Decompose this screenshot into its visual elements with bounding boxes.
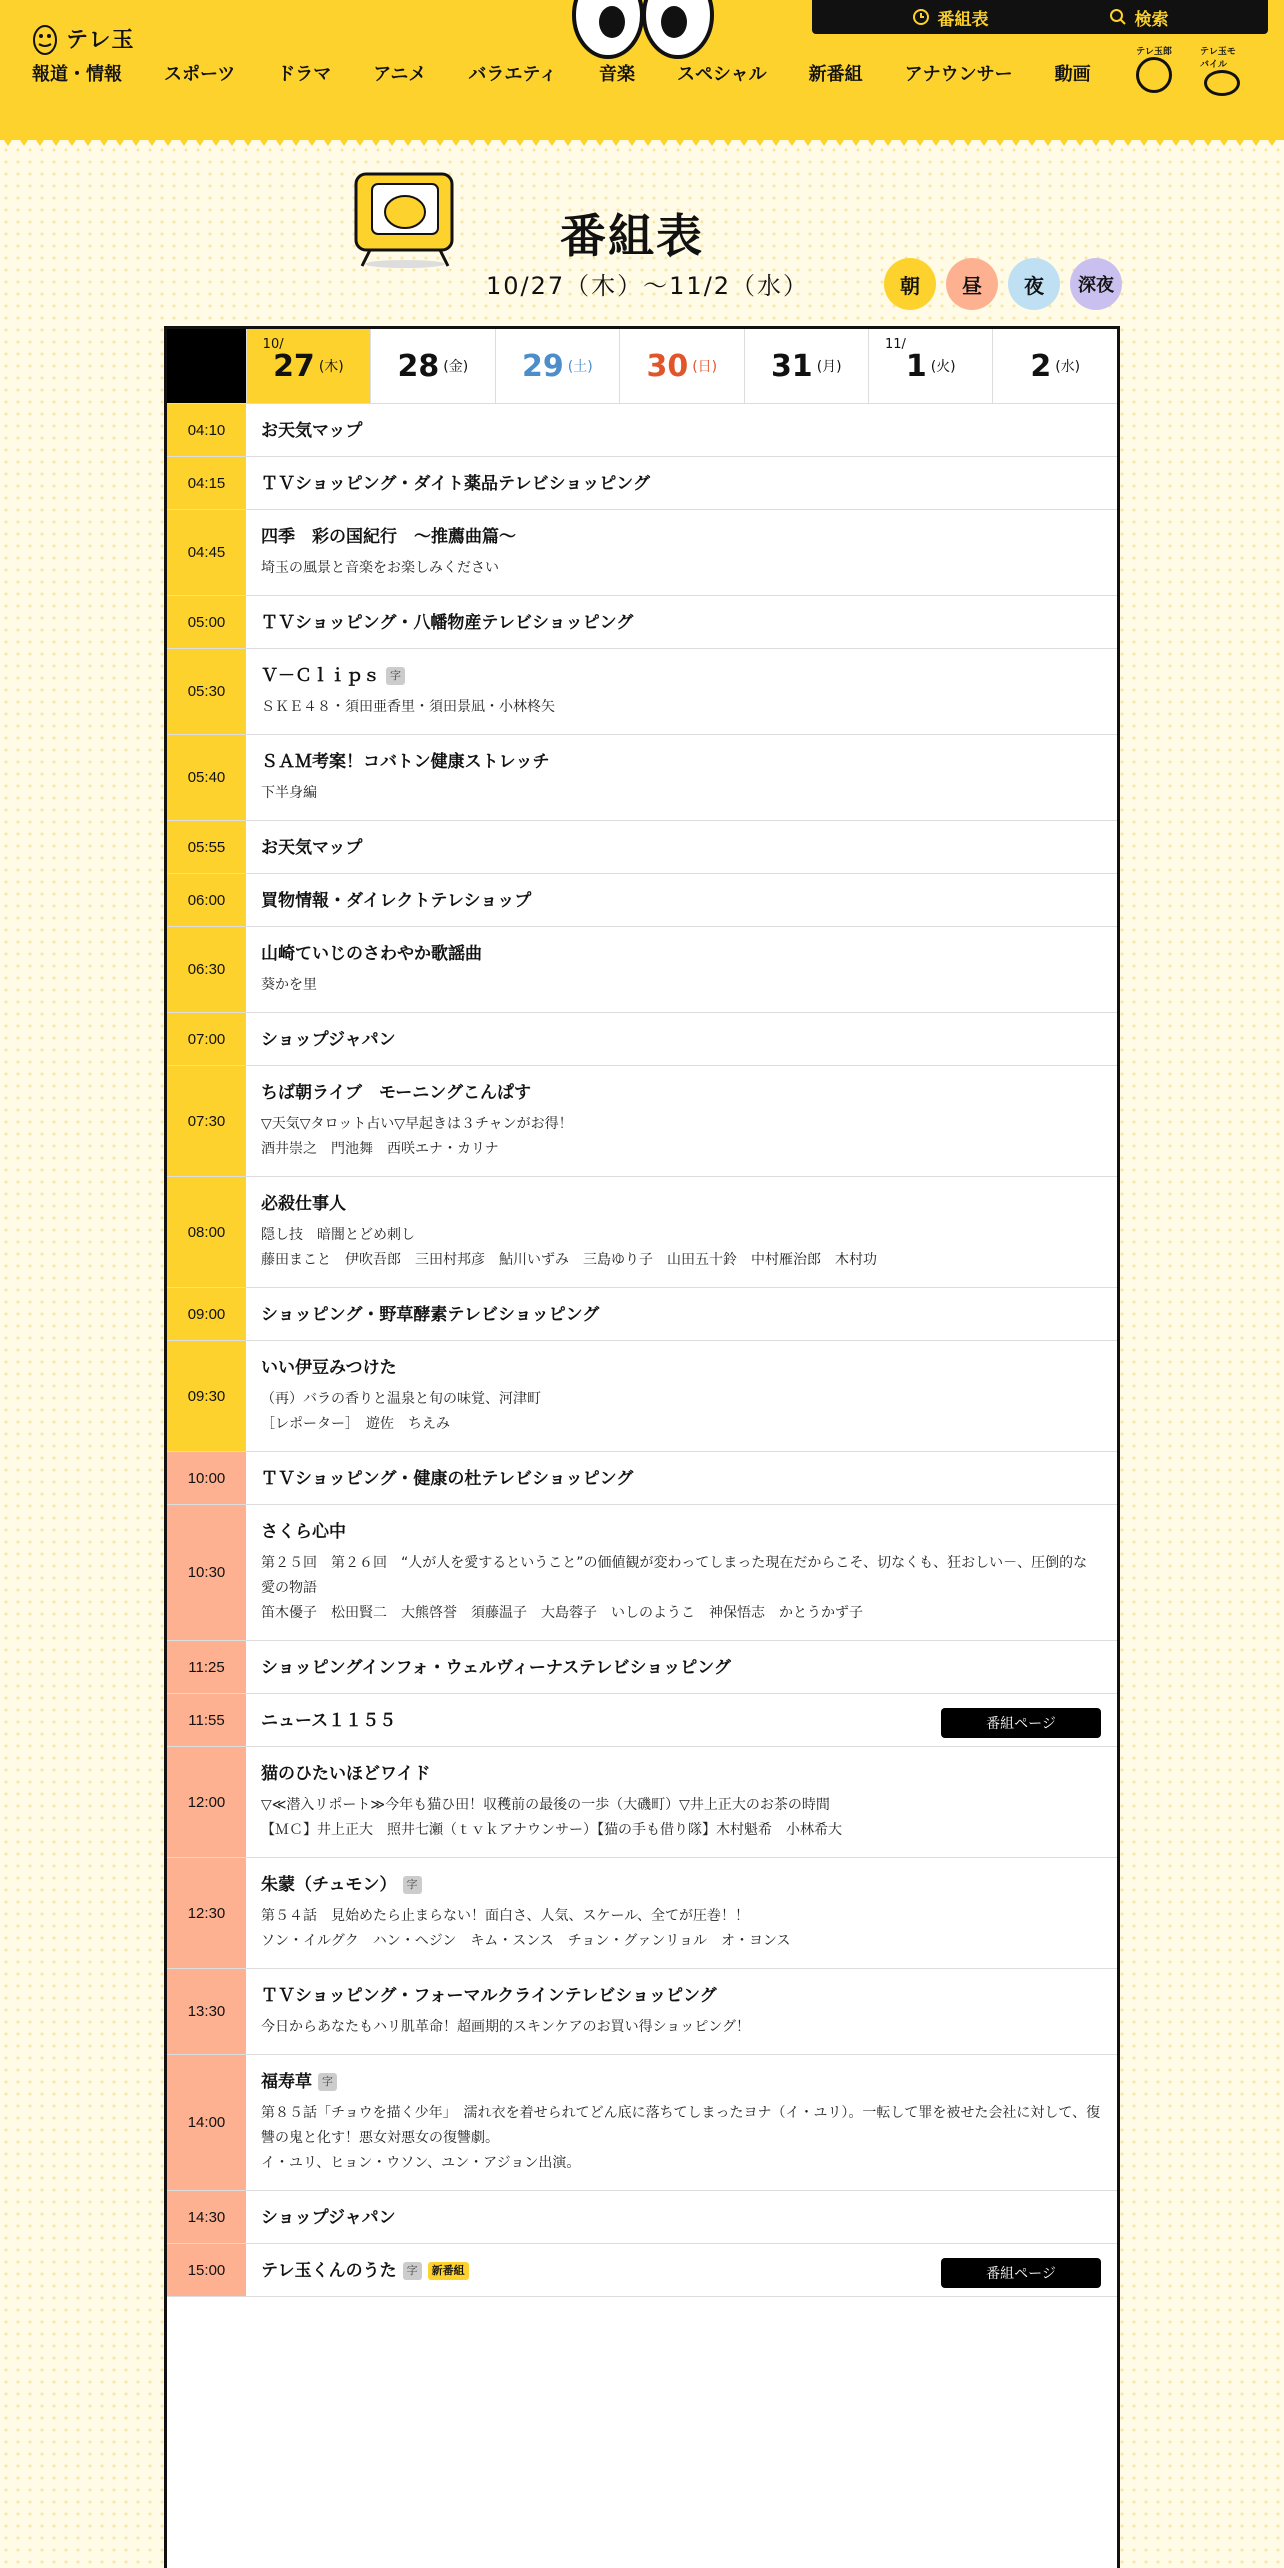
nav-item[interactable]: ドラマ — [277, 64, 332, 85]
time-filter-button[interactable]: 夜 — [1008, 258, 1060, 310]
program-info — [246, 1013, 1117, 1065]
program-time: 09:00 — [167, 1288, 246, 1340]
schedule-table — [164, 326, 1120, 2568]
zigzag-divider — [0, 134, 1284, 152]
program-time: 08:00 — [167, 1177, 246, 1287]
program-description-line: 【ＭＣ】井上正大 照井七瀬（ｔｖｋアナウンサー）【猫の手も借り隊】木村魁希 小林希大 — [261, 1822, 842, 1838]
program-description — [261, 973, 1101, 998]
time-filter-button[interactable]: 朝 — [884, 258, 936, 310]
program-time: 09:30 — [167, 1341, 246, 1451]
program-info — [246, 1066, 1117, 1176]
program-description-line: 今日からあなたもハリ肌革命！超画期的スキンケアのお買い得ショッピング！ — [261, 2019, 751, 2035]
program-title: ＳＡＭ考案！コバトン健康ストレッチ — [261, 752, 550, 772]
program-title: 山崎ていじのさわやか歌謡曲 — [261, 944, 482, 964]
program-description-line: ▽天気▽タロット占い▽早起きは３チャンがお得！ — [261, 1116, 573, 1132]
program-description-line: 葵かを里 — [261, 977, 317, 993]
program-title: お天気マップ — [261, 421, 363, 441]
program-title-line — [261, 751, 1101, 773]
day-tab-number: 2 — [1030, 348, 1052, 384]
program-title: ニュース１１５５ — [261, 1711, 397, 1731]
day-tab-number: 1 — [905, 348, 927, 384]
program-description-line: 下半身編 — [261, 785, 317, 801]
day-tab-number: 29 — [522, 348, 564, 384]
program-title: 四季 彩の国紀行 ～推薦曲篇～ — [261, 527, 516, 547]
program-time: 05:00 — [167, 596, 246, 648]
program-description — [261, 1112, 1101, 1162]
schedule-link[interactable]: 番組表 — [912, 5, 989, 30]
program-time: 07:00 — [167, 1013, 246, 1065]
program-row[interactable] — [167, 2191, 1117, 2244]
site-logo[interactable] — [30, 18, 135, 58]
program-time: 04:10 — [167, 404, 246, 456]
day-tab-month: 10/ — [262, 337, 284, 352]
program-page-button[interactable]: 番組ページ — [941, 1708, 1101, 1738]
program-title-line — [261, 1657, 1101, 1679]
program-description-line: 第５４話 見始めたら止まらない！面白さ、人気、スケール、全てが圧巻！！ — [261, 1908, 750, 1924]
program-description — [261, 2015, 1101, 2040]
program-time: 13:30 — [167, 1969, 246, 2054]
program-title: 買物情報・ダイレクトテレショップ — [261, 891, 532, 911]
program-row[interactable] — [167, 1694, 1117, 1747]
nav-item[interactable]: 新番組 — [808, 64, 863, 85]
program-title: お天気マップ — [261, 838, 363, 858]
program-description-line: （再）バラの香りと温泉と旬の味覚、河津町 — [261, 1391, 541, 1407]
teletama-character-link[interactable]: テレ玉郎 — [1132, 44, 1176, 96]
program-title: いい伊豆みつけた — [261, 1358, 397, 1378]
program-description-line: ＳＫＥ４８・須田亜香里・須田景凪・小林柊矢 — [261, 699, 555, 715]
day-tab-number: 27 — [273, 348, 315, 384]
program-title: テレ玉くんのうた — [261, 2261, 397, 2281]
day-tab[interactable] — [868, 329, 992, 403]
program-info — [246, 404, 1117, 456]
program-info — [246, 821, 1117, 873]
subtitle-badge: 字 — [403, 2262, 422, 2280]
program-description — [261, 1793, 1101, 1843]
program-row[interactable] — [167, 1747, 1117, 1858]
program-title-line — [261, 1468, 1101, 1490]
program-row[interactable] — [167, 821, 1117, 874]
program-time: 06:00 — [167, 874, 246, 926]
program-title-line — [261, 2071, 1101, 2093]
program-title: ＴＶショッピング・フォーマルクラインテレビショッピング — [261, 1986, 717, 2006]
program-row[interactable] — [167, 1341, 1117, 1452]
program-title-line — [261, 526, 1101, 548]
subtitle-badge: 字 — [386, 667, 405, 685]
tv-mascot-icon — [350, 168, 460, 268]
program-time: 05:30 — [167, 649, 246, 734]
program-info — [246, 927, 1117, 1012]
program-time: 04:15 — [167, 457, 246, 509]
new-program-badge: 新番組 — [428, 2262, 469, 2280]
program-description-line: 第８５話「チョウを描く少年」 濡れ衣を着せられてどん底に落ちてしまったヨナ（イ・ユリ）。一転して罪を被せた会社に対して、復讐の鬼と化す！悪女対悪女の復讐劇。 — [261, 2105, 1101, 2146]
program-time: 12:30 — [167, 1858, 246, 1968]
program-row[interactable] — [167, 874, 1117, 927]
program-title-line — [261, 1193, 1101, 1215]
program-row[interactable] — [167, 1641, 1117, 1694]
program-title-line — [261, 665, 1101, 687]
program-description — [261, 1551, 1101, 1626]
day-tab[interactable] — [246, 329, 370, 403]
program-info — [246, 2055, 1117, 2190]
program-title-line — [261, 1029, 1101, 1051]
program-row[interactable] — [167, 596, 1117, 649]
program-description — [261, 1387, 1101, 1437]
program-time: 05:55 — [167, 821, 246, 873]
program-row[interactable] — [167, 649, 1117, 735]
day-tab-weekday: (土) — [567, 359, 593, 375]
program-description — [261, 781, 1101, 806]
program-description-line: 隠し技 暗闇とどめ刺し — [261, 1227, 415, 1243]
teletama-mascot-icon — [30, 18, 60, 58]
main-nav — [32, 60, 1133, 86]
day-tabs-corner — [167, 329, 246, 403]
subtitle-badge: 字 — [403, 1876, 422, 1894]
time-filter-button[interactable]: 深夜 — [1070, 258, 1122, 310]
program-description-line: 酒井崇之 門池舞 西咲エナ・カリナ — [261, 1141, 499, 1157]
program-info — [246, 649, 1117, 734]
program-description-line: ▽≪潜入リポート≫今年も猫ひ田！収穫前の最後の一歩（大磯町）▽井上正大のお茶の時間 — [261, 1797, 830, 1813]
program-title-line — [261, 1985, 1101, 2007]
day-tabs — [167, 329, 1117, 404]
nav-icon-links — [1132, 44, 1244, 96]
program-time: 14:00 — [167, 2055, 246, 2190]
program-description-line: 第２５回 第２６回 “人が人を愛するということ”の価値観が変わってしまった現在だからこそ、切なくも、狂おしい－、圧倒的な愛の物語 — [261, 1555, 1088, 1596]
program-info — [246, 1858, 1117, 1968]
program-row[interactable] — [167, 457, 1117, 510]
program-title-line — [261, 943, 1101, 965]
program-info — [246, 1969, 1117, 2054]
logo-text: テレ玉 — [66, 27, 135, 53]
day-tab-month: 11/ — [885, 337, 906, 352]
nav-item[interactable]: スポーツ — [164, 64, 236, 85]
program-page-button[interactable]: 番組ページ — [941, 2258, 1101, 2288]
mascot-eyes-icon — [568, 0, 718, 60]
program-description — [261, 1223, 1101, 1273]
program-description-line: 藤田まこと 伊吹吾郎 三田村邦彦 鮎川いずみ 三島ゆり子 山田五十鈴 中村雁治郎 木村功 — [261, 1252, 877, 1268]
day-tab-number: 28 — [397, 348, 440, 384]
program-title: ショッピング・野草酵素テレビショッピング — [261, 1305, 600, 1325]
nav-item[interactable]: 音楽 — [598, 64, 635, 85]
program-title-line — [261, 612, 1101, 634]
search-icon — [1109, 8, 1127, 26]
program-description-line: 笛木優子 松田賢二 大熊啓誉 須藤温子 大島蓉子 いしのようこ 神保悟志 かとうかず子 — [261, 1605, 863, 1621]
program-row[interactable] — [167, 927, 1117, 1013]
day-tab-weekday: (日) — [692, 359, 718, 375]
program-time: 05:40 — [167, 735, 246, 820]
program-info — [246, 1452, 1117, 1504]
program-list — [167, 404, 1117, 2297]
nav-item[interactable]: バラエティ — [468, 64, 557, 85]
program-description-line: ［レポーター］ 遊佐 ちえみ — [261, 1416, 450, 1432]
day-tab-weekday: (水) — [1055, 359, 1081, 375]
program-info — [246, 874, 1117, 926]
program-info — [246, 1641, 1117, 1693]
program-time: 15:00 — [167, 2244, 246, 2296]
program-time: 11:25 — [167, 1641, 246, 1693]
program-row[interactable] — [167, 2244, 1117, 2297]
program-title: 福寿草 — [261, 2072, 312, 2092]
program-description — [261, 2101, 1101, 2176]
day-tab-number: 31 — [770, 348, 813, 384]
day-tab[interactable] — [370, 329, 494, 403]
program-description-line: 埼玉の風景と音楽をお楽しみください — [261, 560, 499, 576]
program-time: 06:30 — [167, 927, 246, 1012]
program-row[interactable] — [167, 735, 1117, 821]
program-title-line — [261, 1521, 1101, 1543]
program-time: 12:00 — [167, 1747, 246, 1857]
program-info — [246, 1694, 1117, 1746]
day-tab-weekday: (金) — [443, 359, 469, 375]
program-description-line: イ・ユリ、ヒョン・ウソン、ユン・アジョン出演。 — [261, 2155, 581, 2171]
program-info — [246, 2244, 1117, 2296]
day-tab[interactable] — [744, 329, 868, 403]
program-info — [246, 1747, 1117, 1857]
day-tab[interactable] — [992, 329, 1116, 403]
program-title-line — [261, 890, 1101, 912]
program-title-line — [261, 1874, 1101, 1896]
day-tab-number: 30 — [646, 348, 689, 384]
time-of-day-filters — [884, 258, 1122, 310]
program-time: 11:55 — [167, 1694, 246, 1746]
program-title: さくら心中 — [261, 1522, 346, 1542]
program-row[interactable] — [167, 1505, 1117, 1641]
program-info — [246, 1341, 1117, 1451]
program-title: Ｖ－Ｃｌｉｐｓ — [261, 666, 380, 686]
program-info — [246, 735, 1117, 820]
program-info — [246, 2191, 1117, 2243]
program-title: 必殺仕事人 — [261, 1194, 346, 1214]
program-time: 10:30 — [167, 1505, 246, 1640]
program-info — [246, 457, 1117, 509]
program-row[interactable] — [167, 1288, 1117, 1341]
clock-icon — [912, 8, 930, 26]
nav-item[interactable]: アニメ — [373, 64, 427, 85]
program-title-line — [261, 837, 1101, 859]
day-tab-weekday: (木) — [318, 359, 344, 375]
program-title: 猫のひたいほどワイド — [261, 1764, 431, 1784]
site-header — [0, 0, 1284, 140]
program-title: ショップジャパン — [261, 1030, 396, 1050]
program-info — [246, 1177, 1117, 1287]
program-row[interactable] — [167, 1858, 1117, 1969]
program-row[interactable] — [167, 1969, 1117, 2055]
search-link[interactable]: 検索 — [1109, 5, 1169, 30]
program-title-line — [261, 1763, 1101, 1785]
program-description — [261, 556, 1101, 581]
program-title-line — [261, 1082, 1101, 1104]
program-time: 07:30 — [167, 1066, 246, 1176]
program-info — [246, 1288, 1117, 1340]
utility-bar — [812, 0, 1268, 34]
program-info — [246, 1505, 1117, 1640]
mobile-link[interactable]: テレ玉モバイル — [1200, 44, 1244, 96]
program-time: 14:30 — [167, 2191, 246, 2243]
program-row[interactable] — [167, 1013, 1117, 1066]
day-tab-weekday: (月) — [816, 359, 842, 375]
program-title-line — [261, 1304, 1101, 1326]
program-info — [246, 510, 1117, 595]
day-tab[interactable] — [619, 329, 743, 403]
program-title-line — [261, 473, 1101, 495]
mobile-phone-icon — [1204, 70, 1240, 96]
program-time: 04:45 — [167, 510, 246, 595]
program-description — [261, 1904, 1101, 1954]
program-title: 朱蒙（チュモン） — [261, 1875, 397, 1895]
day-tab-weekday: (火) — [930, 359, 956, 375]
program-title: ＴＶショッピング・八幡物産テレビショッピング — [261, 613, 634, 633]
program-row[interactable] — [167, 404, 1117, 457]
program-info — [246, 596, 1117, 648]
page-title: 番組表 — [560, 209, 704, 263]
program-time: 10:00 — [167, 1452, 246, 1504]
teletama-character-icon — [1136, 57, 1172, 93]
program-title: ＴＶショッピング・健康の杜テレビショッピング — [261, 1469, 634, 1489]
time-filter-button[interactable]: 昼 — [946, 258, 998, 310]
program-title-line — [261, 1357, 1101, 1379]
program-title: ショッピングインフォ・ウェルヴィーナステレビショッピング — [261, 1658, 731, 1678]
program-row[interactable] — [167, 1066, 1117, 1177]
program-row[interactable] — [167, 1177, 1117, 1288]
program-row[interactable] — [167, 510, 1117, 596]
program-title: ＴＶショッピング・ダイト薬品テレビショッピング — [261, 474, 650, 494]
program-description — [261, 695, 1101, 720]
date-range: 10/27（木）〜11/2（水） — [486, 272, 810, 300]
program-description-line: ソン・イルグク ハン・ヘジン キム・スンス チョン・グァンリョル オ・ヨンス — [261, 1933, 791, 1949]
program-title-line — [261, 2207, 1101, 2229]
program-title-line — [261, 420, 1101, 442]
program-title: ショップジャパン — [261, 2208, 396, 2228]
nav-item[interactable]: スペシャル — [676, 64, 767, 85]
subtitle-badge: 字 — [318, 2073, 337, 2091]
program-row[interactable] — [167, 2055, 1117, 2191]
nav-item[interactable]: 報道・情報 — [32, 64, 122, 85]
day-tab[interactable] — [495, 329, 619, 403]
program-title: ちば朝ライブ モーニングこんぱす — [261, 1083, 531, 1103]
nav-item[interactable]: 動画 — [1054, 64, 1091, 85]
program-row[interactable] — [167, 1452, 1117, 1505]
nav-item[interactable]: アナウンサー — [904, 64, 1013, 85]
